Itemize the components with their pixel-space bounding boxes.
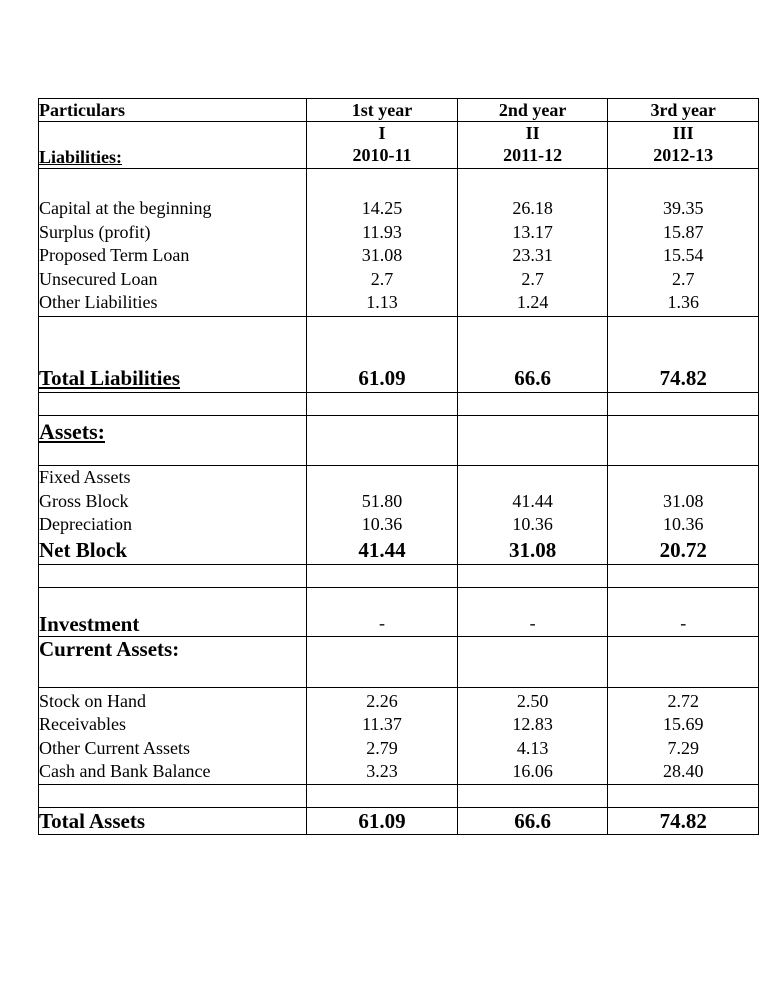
current-assets-heading: Current Assets: <box>39 636 307 687</box>
current-assets-row <box>39 687 759 784</box>
total-assets-value: 66.6 <box>457 807 608 834</box>
col-2-period <box>457 122 608 169</box>
liabilities-row <box>39 169 759 317</box>
liability-value: 1.36 <box>667 292 699 312</box>
current-asset-label: Cash and Bank Balance <box>39 761 211 781</box>
spacer-row <box>39 564 759 587</box>
depreciation-value: 10.36 <box>512 514 553 534</box>
liability-value: 23.31 <box>512 245 553 265</box>
header-row <box>39 99 759 122</box>
liability-value: 15.54 <box>662 245 704 265</box>
total-liabilities-label: Total Liabilities <box>39 366 181 390</box>
liability-value: 2.7 <box>521 268 544 289</box>
total-liabilities-value: 74.82 <box>608 317 759 393</box>
header-row <box>39 122 759 169</box>
total-liabilities-row <box>39 317 759 393</box>
balance-sheet-table <box>38 98 759 835</box>
total-assets-value: 74.82 <box>608 807 759 834</box>
current-asset-label: Stock on Hand <box>39 690 146 711</box>
col-3-roman: III <box>672 123 694 143</box>
col-1-year: 1st year <box>307 99 458 122</box>
liability-value: 15.87 <box>662 221 704 242</box>
total-liabilities-value: 61.09 <box>307 317 458 393</box>
liability-value: 11.93 <box>362 221 402 242</box>
current-asset-value: 11.37 <box>362 714 402 734</box>
current-asset-value: 12.83 <box>512 714 553 734</box>
current-asset-label: Other Current Assets <box>39 737 190 758</box>
col-3-year: 3rd year <box>608 99 759 122</box>
current-asset-value: 2.72 <box>667 690 699 711</box>
gross-block-value: 31.08 <box>662 490 704 511</box>
liability-value: 31.08 <box>361 245 403 265</box>
current-asset-value: 2.50 <box>516 690 549 711</box>
col-2-roman: II <box>525 123 540 143</box>
liability-value: 1.13 <box>366 292 398 312</box>
net-block-value: 41.44 <box>358 537 406 562</box>
current-asset-label: Receivables <box>39 714 126 734</box>
assets-heading-row <box>39 416 759 466</box>
current-asset-value: 3.23 <box>366 761 398 781</box>
current-asset-value: 28.40 <box>662 761 704 781</box>
gross-block-value: 41.44 <box>512 490 553 511</box>
spacer-row <box>39 393 759 416</box>
liability-value: 14.25 <box>361 198 403 218</box>
investment-value: - <box>307 587 458 636</box>
liability-label: Proposed Term Loan <box>39 245 190 265</box>
net-block-label: Net Block <box>39 537 128 562</box>
spacer-row <box>39 784 759 807</box>
liability-value: 26.18 <box>512 198 553 218</box>
fixed-asset-label: Gross Block <box>39 490 129 511</box>
col-1-period-text: 2010-11 <box>352 145 412 165</box>
current-asset-value: 16.06 <box>512 761 553 781</box>
current-asset-value: 7.29 <box>667 737 699 758</box>
liability-label: Unsecured Loan <box>39 268 158 289</box>
col-2-year: 2nd year <box>457 99 608 122</box>
liability-value: 2.7 <box>671 268 695 289</box>
col-3-period <box>608 122 759 169</box>
current-asset-value: 4.13 <box>516 737 549 758</box>
net-block-value: 31.08 <box>508 537 557 562</box>
liabilities-heading: Liabilities: <box>39 147 123 167</box>
depreciation-value: 10.36 <box>361 514 403 534</box>
investment-row <box>39 587 759 636</box>
fixed-assets-row <box>39 466 759 565</box>
total-liabilities-value: 66.6 <box>457 317 608 393</box>
total-assets-row <box>39 807 759 834</box>
net-block-value: 20.72 <box>659 537 707 562</box>
liability-label: Capital at the beginning <box>39 198 212 218</box>
col-3-period-text: 2012-13 <box>653 145 714 165</box>
fixed-asset-label: Depreciation <box>39 514 132 534</box>
fixed-asset-label: Fixed Assets <box>39 467 131 487</box>
assets-heading: Assets: <box>39 419 105 444</box>
current-asset-value: 2.79 <box>366 737 398 758</box>
current-assets-heading-row <box>39 636 759 687</box>
particulars-header: Particulars <box>39 99 307 122</box>
liability-label: Surplus (profit) <box>39 221 151 242</box>
investment-label: Investment <box>39 587 307 636</box>
liability-value: 39.35 <box>662 198 704 218</box>
investment-value: - <box>608 587 759 636</box>
investment-value: - <box>457 587 608 636</box>
liability-value: 1.24 <box>516 292 549 312</box>
liability-value: 13.17 <box>512 221 553 242</box>
gross-block-value: 51.80 <box>361 490 403 511</box>
liability-label: Other Liabilities <box>39 292 158 312</box>
liability-value: 2.7 <box>370 268 394 289</box>
total-assets-label: Total Assets <box>39 807 307 834</box>
col-1-period <box>307 122 458 169</box>
current-asset-value: 15.69 <box>662 714 704 734</box>
col-1-roman: I <box>378 123 386 143</box>
current-asset-value: 2.26 <box>366 690 398 711</box>
total-assets-value: 61.09 <box>307 807 458 834</box>
col-2-period-text: 2011-12 <box>503 145 563 165</box>
depreciation-value: 10.36 <box>662 514 704 534</box>
